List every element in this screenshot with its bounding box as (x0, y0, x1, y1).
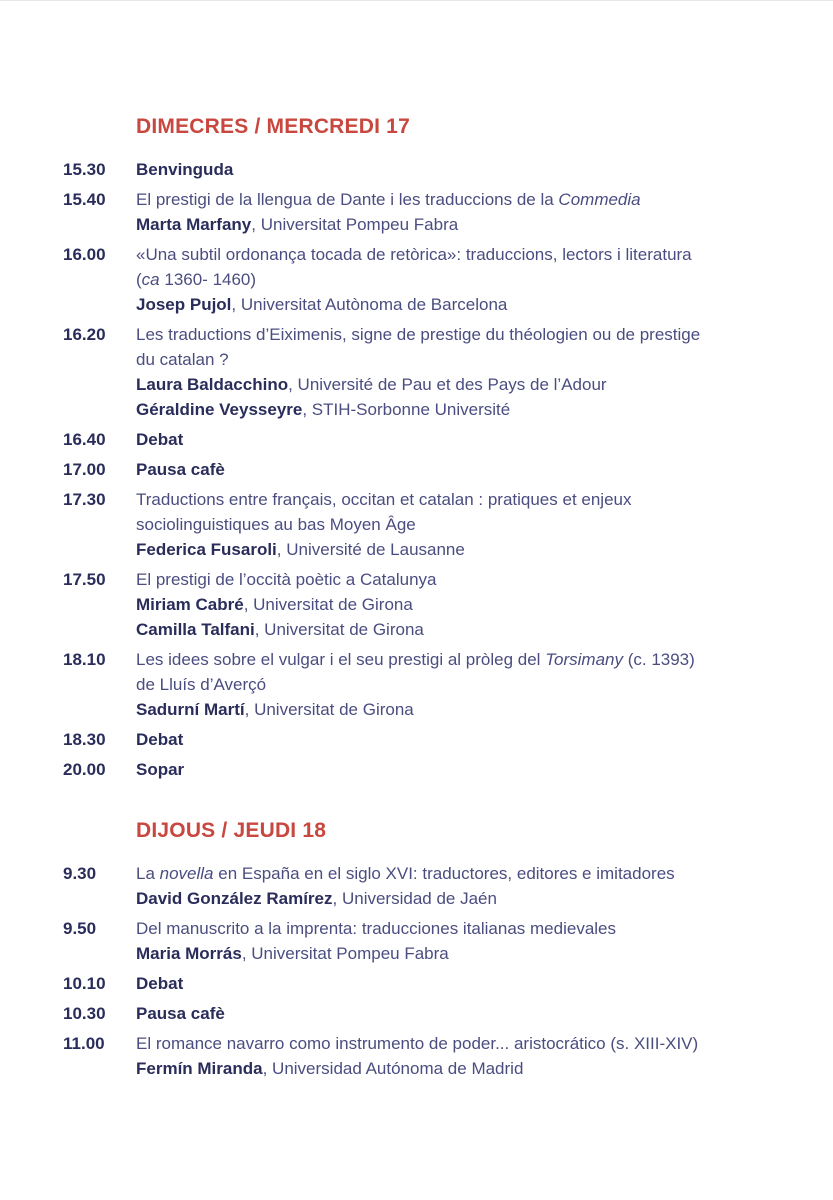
session-time: 15.40 (63, 190, 106, 209)
speaker-affiliation: , Universitat Autònoma de Barcelona (231, 295, 508, 314)
schedule-row (0, 457, 833, 482)
schedule-row (0, 1001, 833, 1026)
session-time: 16.00 (63, 245, 106, 264)
speaker (136, 372, 806, 397)
speaker-name: Camilla Talfani (136, 620, 255, 639)
schedule-row (0, 322, 833, 422)
schedule-row (0, 487, 833, 562)
session-time: 18.30 (63, 730, 106, 749)
schedule-row (0, 916, 833, 966)
session-time: 9.50 (63, 919, 97, 938)
day-heading: DIMECRES / MERCREDI 17 (136, 115, 410, 138)
speaker (136, 886, 806, 911)
speaker (136, 292, 806, 317)
speaker-affiliation: , Universitat Pompeu Fabra (241, 944, 449, 963)
session-title-cont: sociolinguistiques au bas Moyen Âge (136, 515, 416, 534)
session-time: 16.20 (63, 325, 106, 344)
schedule-row (0, 727, 833, 752)
speaker (136, 592, 806, 617)
session-time: 17.50 (63, 570, 106, 589)
session-title: El prestigi de l’occità poètic a Catalunya (136, 570, 437, 589)
speaker-name: David González Ramírez (136, 889, 333, 908)
session-title: Debat (136, 730, 184, 749)
session-title: Pausa cafè (136, 460, 225, 479)
session-title: Debat (136, 974, 184, 993)
schedule-row (0, 567, 833, 642)
speaker-name: Géraldine Veysseyre (136, 400, 303, 419)
speaker-name: Sadurní Martí (136, 700, 245, 719)
schedule-day-2 (0, 861, 833, 1086)
speaker-affiliation: , Universitat Pompeu Fabra (251, 215, 459, 234)
session-title: Debat (136, 430, 184, 449)
speaker-name: Maria Morrás (136, 944, 242, 963)
session-title: Traductions entre français, occitan et catalan : pratiques et enjeux (136, 490, 632, 509)
speaker-name: Miriam Cabré (136, 595, 244, 614)
schedule-row (0, 971, 833, 996)
schedule-day-1 (0, 157, 833, 787)
session-time: 20.00 (63, 760, 106, 779)
speaker-affiliation: , STIH-Sorbonne Université (302, 400, 511, 419)
session-title-cont: de Lluís d’Averçó (136, 675, 267, 694)
speaker-affiliation: , Université de Lausanne (276, 540, 465, 559)
speaker-affiliation: , Universitat de Girona (243, 595, 413, 614)
day-heading: DIJOUS / JEUDI 18 (136, 819, 327, 842)
session-title: Sopar (136, 760, 185, 779)
session-time: 9.30 (63, 864, 97, 883)
session-time: 11.00 (63, 1034, 105, 1053)
session-title: El prestigi de la llengua de Dante i les traduccions de la Commedia (136, 190, 641, 209)
speaker (136, 697, 806, 722)
session-time: 16.40 (63, 430, 106, 449)
session-title: El romance navarro como instrumento de poder... aristocrático (s. XIII-XIV) (136, 1034, 699, 1053)
speaker-name: Josep Pujol (136, 295, 232, 314)
session-time: 10.10 (63, 974, 106, 993)
session-time: 17.30 (63, 490, 106, 509)
schedule-row (0, 757, 833, 782)
session-title: «Una subtil ordonança tocada de retòrica»: traduccions, lectors i literatura (136, 245, 692, 264)
session-title: Benvinguda (136, 160, 234, 179)
session-title: Pausa cafè (136, 1004, 225, 1023)
session-title: Les idees sobre el vulgar i el seu prestigi al pròleg del Torsimany (c. 1393) (136, 650, 695, 669)
session-title: Les traductions d’Eiximenis, signe de prestige du théologien ou de prestige (136, 325, 701, 344)
session-time: 18.10 (63, 650, 106, 669)
speaker-affiliation: , Universitat de Girona (244, 700, 414, 719)
session-title: La novella en España en el siglo XVI: traductores, editores e imitadores (136, 864, 675, 883)
speaker (136, 537, 806, 562)
speaker (136, 397, 806, 422)
speaker-name: Marta Marfany (136, 215, 252, 234)
schedule-row (0, 861, 833, 911)
session-time: 10.30 (63, 1004, 106, 1023)
schedule-row (0, 427, 833, 452)
speaker-name: Fermín Miranda (136, 1059, 263, 1078)
schedule-row (0, 647, 833, 722)
schedule-row (0, 242, 833, 317)
speaker (136, 941, 806, 966)
session-title-cont: (ca 1360- 1460) (136, 270, 257, 289)
speaker-affiliation: , Universitat de Girona (254, 620, 424, 639)
speaker-name: Laura Baldacchino (136, 375, 289, 394)
speaker (136, 617, 806, 642)
session-title: Del manuscrito a la imprenta: traducciones italianas medievales (136, 919, 617, 938)
session-time: 15.30 (63, 160, 106, 179)
speaker-name: Federica Fusaroli (136, 540, 277, 559)
speaker-affiliation: , Université de Pau et des Pays de l’Adour (288, 375, 607, 394)
speaker (136, 212, 806, 237)
speaker (136, 1056, 806, 1081)
speaker-affiliation: , Universidad Autónoma de Madrid (262, 1059, 524, 1078)
schedule-row (0, 187, 833, 237)
speaker-affiliation: , Universidad de Jaén (332, 889, 497, 908)
schedule-row (0, 1031, 833, 1081)
schedule-row (0, 157, 833, 182)
session-time: 17.00 (63, 460, 106, 479)
session-title-cont: du catalan ? (136, 350, 229, 369)
